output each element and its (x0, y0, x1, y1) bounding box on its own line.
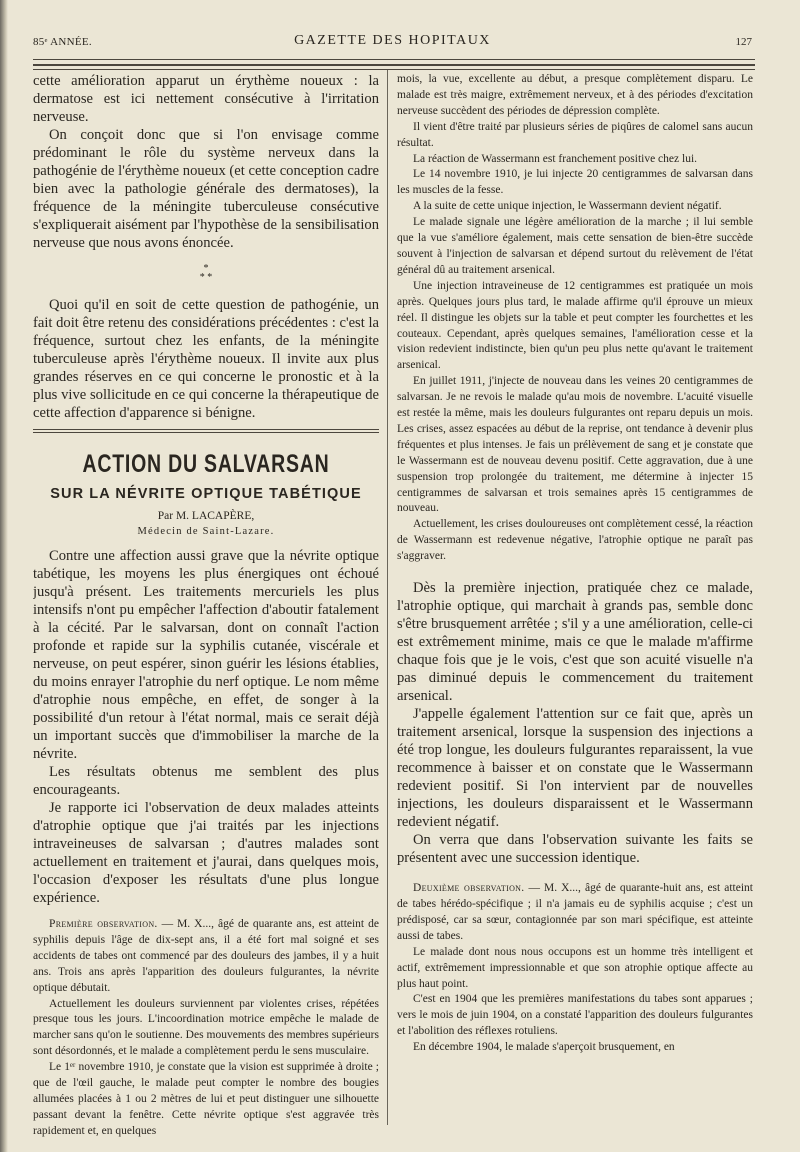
paragraph: cette amélioration apparut un érythème noueux : la dermatose est ici nettement consécutive à l'irritation nerveuse. (33, 73, 379, 125)
paragraph: Le 1ᵉʳ novembre 1910, je constate que la vision est supprimée à droite ; que de l'œil gauche, le malade peut compter le nombre des bougies allumées placées à 1 ou 2 mètres de lui et peut distinguer une silhouette passant devant la fenêtre. Cette névrite optique s'est aggravée très rapidement et, en quelques (33, 1061, 379, 1137)
page-header (33, 33, 752, 53)
paragraph: Actuellement les douleurs surviennent par violentes crises, répétées presque tous les jours. L'incoordination motrice empêche le malade de marcher sans qu'on le soutienne. Des mouvements des membres supérieurs sont désordonnés, et le malade a complètement perdu le sens musculaire. (33, 997, 379, 1058)
stars-top: * (203, 263, 209, 274)
author-affiliation: Médecin de Saint-Lazare. (137, 526, 275, 537)
paragraph: On verra que dans l'observation suivante les faits se présentent avec une succession identique. (397, 832, 753, 867)
paragraph: Une injection intraveineuse de 12 centigrammes est pratiquée un mois après. Quelques jours plus tard, le malade affirme qu'il éprouve un mieux réel. Il distingue les objets sur la table et peut compter les fourchettes et les couteaux. Cependant, après quelques semaines, l'amélioration cesse et la vision redevient indistincte, bien qu'un peu plus nette qu'avant le traitement arsenical. (397, 279, 753, 372)
header-rule-thick (33, 64, 755, 66)
issue-label: 85ᵉ ANNÉE. (33, 36, 92, 48)
article-subtitle: SUR LA NÉVRITE OPTIQUE TABÉTIQUE (50, 486, 362, 502)
page-number: 127 (735, 36, 752, 48)
paragraph: Le malade dont nous nous occupons est un homme très intelligent et actif, extrêmement impressionnable et que son atrophie optique affecte au plus haut point. (397, 945, 753, 990)
paragraph: Il vient d'être traité par plusieurs séries de piqûres de calomel sans aucun résultat. (397, 120, 753, 149)
left-column (33, 72, 379, 1142)
header-rule (33, 69, 755, 70)
observation-text: — M. X..., âgé de quarante ans, est atteint de syphilis depuis l'âge de dix-sept ans, il a été fort mal soigné et ses accidents de tabes ont commencé par des douleurs des jambes, il y a huit ans. Trois ans après l'apparition des douleurs fulgurantes, la névrite optique débutait. (33, 918, 379, 994)
paragraph: On conçoit donc que si l'on envisage comme prédominant le rôle du système nerveux dans la pathogénie de l'érythème noueux (et cette conception cadre bien avec la pathologie générale des dermatoses), la fréquence de la méningite tuberculeuse consécutive s'expliquerait aisément par l'hypothèse de la sensibilisation nerveuse que nous avons énoncée. (33, 127, 379, 251)
column-divider (387, 70, 388, 1125)
article-author: Par M. LACAPÈRE, (157, 510, 255, 522)
observation-paragraph (397, 881, 753, 945)
paragraph: Contre une affection aussi grave que la névrite optique tabétique, les moyens les plus énergiques ont échoué jusqu'à présent. Les traitements mercuriels les plus intensifs n'ont pu empêcher l'affection d'aboutir fatalement à la cécité. Par le salvarsan, dont on connaît l'action profonde et rapide sur la syphilis cutanée, viscérale et nerveuse, on peut espérer, sinon guérir les lésions établies, du moins enrayer l'atrophie du nerf optique. Le nom même d'atrophie nous empêche, en effet, de songer à la possibilité d'un retour à l'état normal, mais ce serait déjà un important succès que d'immobiliser la marche de la névrite. (33, 548, 379, 762)
paragraph: A la suite de cette unique injection, le Wassermann devient négatif. (413, 200, 722, 213)
paragraph: J'appelle également l'attention sur ce fait que, après un traitement arsenical, lorsque la suspension des injections a été trop longue, les douleurs fulgurantes reparaissent, la vue recommence à baisser et on constate que le Wassermann redevient positif. Si l'on intervient par de nouvelles injections, les douleurs disparaissent et le Wassermann redevient négatif. (397, 706, 753, 831)
paragraph: mois, la vue, excellente au début, a presque complètement disparu. Le malade est très maigre, extrêmement nerveux, et à des périodes d'excitation nerveuse succèdent des périodes de dépression complète. (397, 73, 753, 117)
paragraph: Actuellement, les crises douloureuses ont complètement cessé, la réaction de Wassermann est redevenue négative, l'atrophie optique ne paraît pas s'aggraver. (397, 518, 753, 563)
section-rule (33, 432, 379, 433)
section-stars (33, 264, 379, 282)
spacer (397, 565, 753, 579)
observation-label: Deuxième observation. (413, 882, 525, 895)
stars-bottom: * * (199, 272, 213, 283)
page-binding-edge (0, 0, 8, 1152)
paragraph: Dès la première injection, pratiquée chez ce malade, l'atrophie optique, qui marchait à grands pas, semble donc s'être brusquement arrêtée ; s'il y a une amélioration, celle-ci est extrêmement minime, mais ce que le malade m'affirme chaque fois que je le vois, c'est que son acuité visuelle n'a pas diminué depuis le commencement du traitement arsenical. (397, 580, 753, 705)
spacer (33, 907, 379, 917)
section-rule (33, 429, 379, 430)
observation-label: Première observation. (49, 918, 158, 930)
spacer (397, 867, 753, 881)
paragraph: Le malade signale une légère amélioration de la marche ; il lui semble que la vue s'améliore également, mais cette sensation de bien-être succède souvent à l'injection de salvarsan et dépend surtout du relèvement de l'état général dû au traitement arsenical. (397, 216, 753, 276)
journal-title: GAZETTE DES HOPITAUX (294, 33, 491, 48)
paragraph: Les résultats obtenus me semblent des plus encourageants. (33, 764, 379, 798)
paragraph: Quoi qu'il en soit de cette question de pathogénie, un fait doit être retenu des considérations précédentes : c'est la fréquence, surtout chez les enfants, de la méningite tuberculeuse après l'érythème noueux. Il invite aux plus grandes réserves en ce qui concerne le pronostic et à la plus vive sollicitude en ce qui concerne la thérapeutique de cette affection d'apparence si bénigne. (33, 297, 379, 421)
paragraph: Je rapporte ici l'observation de deux malades atteints d'atrophie optique que j'ai traités par les injections intraveineuses de salvarsan ; d'autres malades sont actuellement en traitement et j'aurai, dans quelques mois, l'occasion d'exposer les résultats d'une plus longue expérience. (33, 800, 379, 906)
paragraph: En juillet 1911, j'injecte de nouveau dans les veines 20 centigrammes de salvarsan. Je ne revois le malade qu'au mois de novembre. L'acuité visuelle est restée la même, mais les douleurs fulgurantes ont reparu depuis un mois. Les crises, assez espacées au début de la reprise, ont tendance à devenir plus fréquentes et plus intenses. Je fais un prélèvement de sang et je constate que le Wassermann est de nouveau devenu positif. Cette aggravation, due à une suspension trop prolongée du traitement, me détermine à injecter 15 centigrammes de salvarsan et trois semaines après 15 centigrammes de nouveau. (397, 375, 753, 515)
header-rule (33, 59, 755, 60)
paragraph: La réaction de Wassermann est franchement positive chez lui. (413, 152, 698, 165)
right-column (397, 72, 753, 1142)
article-title: ACTION DU SALVARSAN (82, 450, 330, 478)
paragraph: Le 14 novembre 1910, je lui injecte 20 centigrammes de salvarsan dans les muscles de la fesse. (397, 168, 753, 197)
observation-text: — M. X..., âgé de quarante-huit ans, est atteint de tabes hérédo-spécifique ; il n'a jamais eu de syphilis acquise ; c'est un prédisposé, car sa sœur, contagionnée par son mari spécifique, est atteinte aussi de tabes. (397, 882, 753, 942)
observation-paragraph (33, 917, 379, 997)
paragraph: C'est en 1904 que les premières manifestations du tabes sont apparues ; vers le mois de juin 1904, on a constaté l'apparition des douleurs fulgurantes et l'abolition des réflexes rotuliens. (397, 993, 753, 1038)
paragraph: En décembre 1904, le malade s'aperçoit brusquement, en (413, 1041, 675, 1054)
